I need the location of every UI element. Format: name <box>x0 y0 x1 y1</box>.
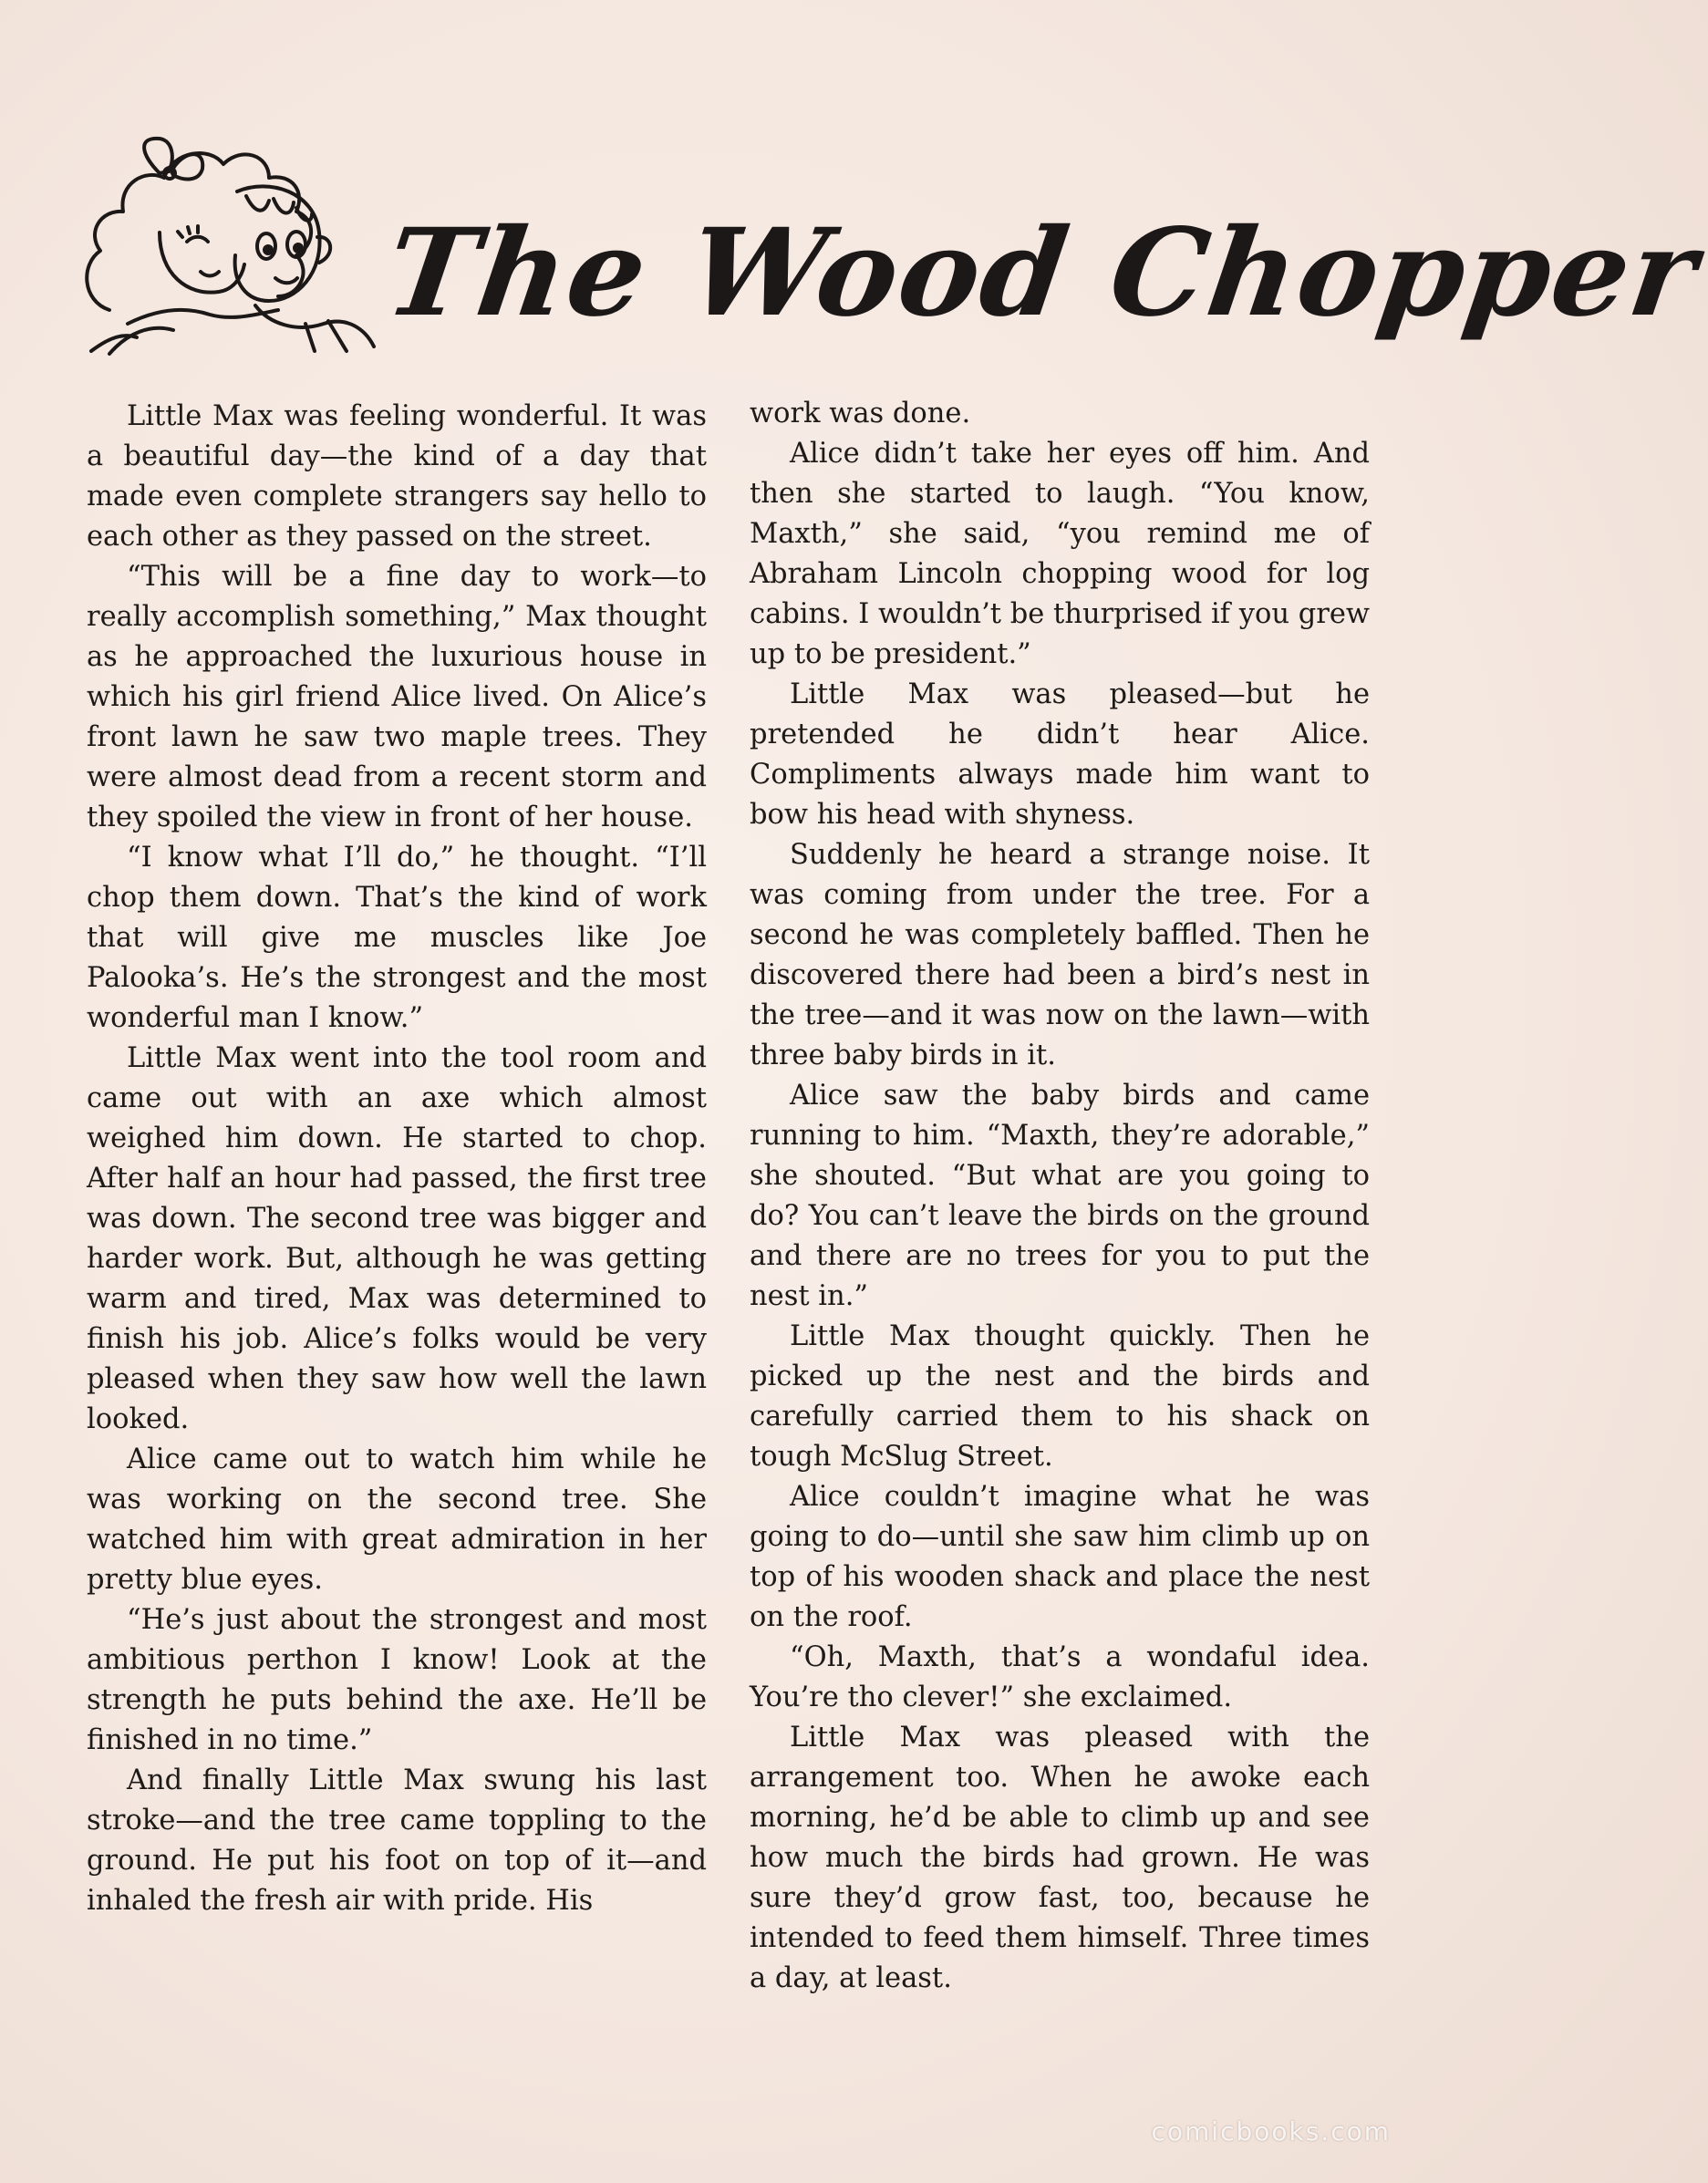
right-text-column <box>750 394 1370 1999</box>
source-watermark: comicbooks.com <box>1151 2116 1391 2147</box>
paragraph: Alice didn’t take her eyes off him. And then she started to laugh. “You know, Maxth,” she said, “you remind me of Abraham Lincoln chopping wood for log cabins. I wouldn’t be thurprised if you grew up to be president.” <box>750 438 1370 670</box>
paragraph: Alice saw the baby birds and came running to him. “Maxth, they’re adorable,” she shouted. “But what are you going to do? You can’t leave the birds on the ground and there are no trees for you to put the nest in.” <box>750 1080 1370 1312</box>
paragraph: Little Max thought quickly. Then he picked up the nest and the birds and carefully carried them to his shack on tough McSlug Street. <box>750 1320 1370 1473</box>
paragraph: Little Max was pleased—but he pretended he didn’t hear Alice. Compliments always made him want to bow his head with shyness. <box>750 678 1370 831</box>
paragraph-continuation: work was done. <box>750 398 971 429</box>
story-title: The Wood Chopper <box>378 202 1707 344</box>
paragraph: “I know what I’ll do,” he thought. “I’ll chop them down. That’s the kind of work that will give me muscles like Joe Palooka’s. He’s the strongest and the most wonderful man I know.” <box>87 842 707 1034</box>
paragraph: “This will be a fine day to work—to really accomplish something,” Max thought as he approached the luxurious house in which his girl friend Alice lived. On Alice’s front lawn he saw two maple trees. They were almost dead from a recent storm and they spoiled the view in front of her house. <box>87 561 707 833</box>
paragraph: “Oh, Maxth, that’s a wondaful idea. You’re tho clever!” she exclaimed. <box>750 1641 1370 1713</box>
paragraph: And finally Little Max swung his last stroke—and the tree came toppling to the ground. He put his foot on top of it—and inhaled the fresh air with pride. His <box>87 1764 707 1917</box>
paragraph: Little Max was feeling wonderful. It was a beautiful day—the kind of a day that made even complete strangers say hello to each other as they passed on the street. <box>87 400 707 553</box>
girl-hugging-boy-illustration <box>73 128 401 356</box>
paragraph: Little Max was pleased with the arrangement too. When he awoke each morning, he’d be able to climb up and see how much the birds had grown. He was sure they’d grow fast, too, because he intended to feed them himself. Three times a day, at least. <box>750 1722 1370 1994</box>
left-text-column <box>87 397 707 1921</box>
paragraph: Alice couldn’t imagine what he was going to do—until she saw him climb up on top of his wooden shack and place the nest on the roof. <box>750 1481 1370 1633</box>
paragraph: “He’s just about the strongest and most ambitious perthon I know! Look at the strength he puts behind the axe. He’ll be finished in no time.” <box>87 1604 707 1756</box>
paragraph: Little Max went into the tool room and came out with an axe which almost weighed him down. He started to chop. After half an hour had passed, the first tree was down. The second tree was bigger and harder work. But, although he was getting warm and tired, Max was determined to finish his job. Alice’s folks would be very pleased when they saw how well the lawn looked. <box>87 1042 707 1435</box>
paragraph: Alice came out to watch him while he was working on the second tree. She watched him with great admiration in her pretty blue eyes. <box>87 1443 707 1596</box>
story-header <box>73 128 1707 365</box>
paragraph: Suddenly he heard a strange noise. It was coming from under the tree. For a second he was completely baffled. Then he discovered there had been a bird’s nest in the tree—and it was now on the lawn—with three baby birds in it. <box>750 839 1370 1071</box>
